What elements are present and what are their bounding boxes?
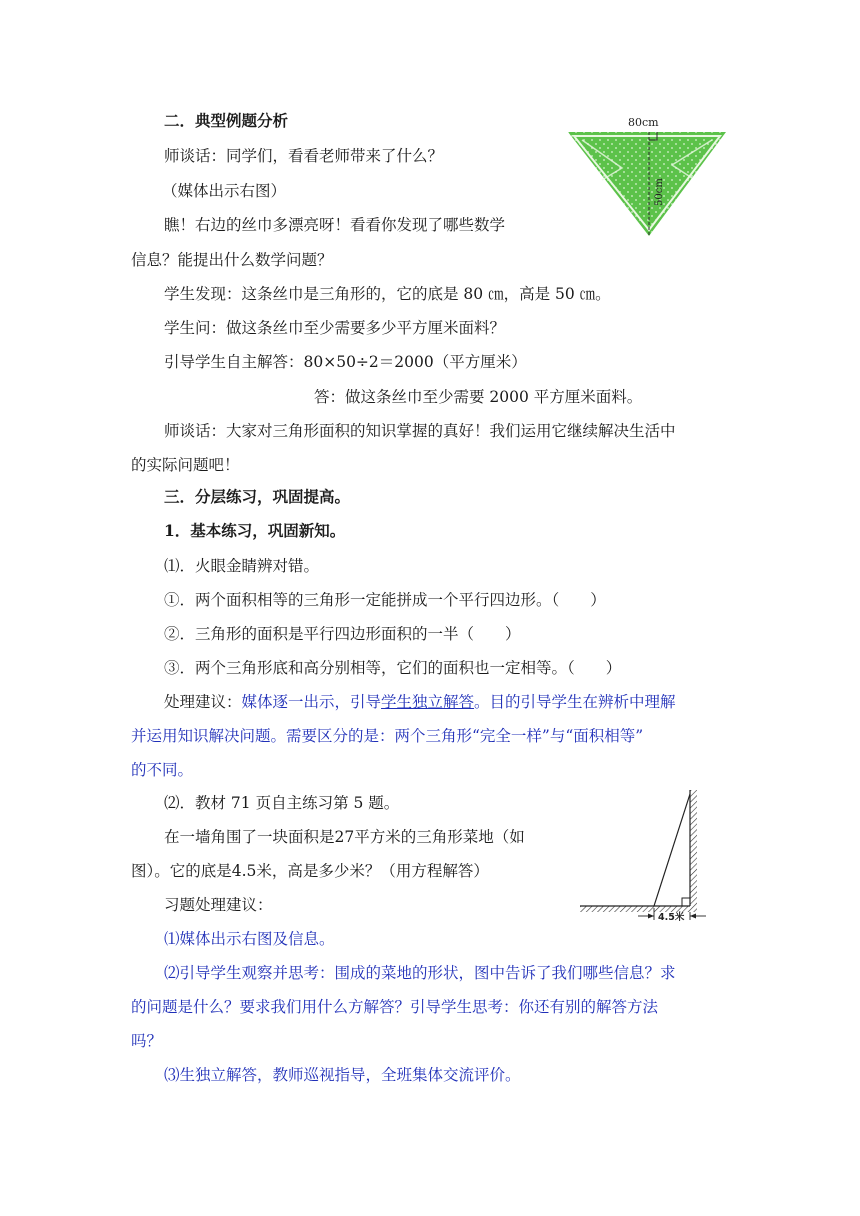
- basic-practice-heading: 1．基本练习，巩固新知。: [164, 521, 346, 540]
- question1-item1: ①．两个面积相等的三角形一定能拼成一个平行四边形。（ ）: [164, 591, 606, 609]
- advice2-title: 习题处理建议：: [164, 896, 273, 914]
- question1-item2: ②．三角形的面积是平行四边形面积的一半（ ）: [164, 625, 521, 643]
- teacher-talk-2-line2: 的实际问题吧！: [131, 456, 240, 474]
- wall-corner-figure: [576, 786, 726, 924]
- dimension-arrowhead: [690, 914, 696, 919]
- scarf-base-label: 80cm: [628, 116, 659, 129]
- wall-base-label: 4.5米: [658, 912, 685, 923]
- advice1-line3: 的不同。: [131, 761, 194, 779]
- media-note: （媒体出示右图）: [162, 182, 287, 200]
- guided-solution: 引导学生自主解答：80×50÷2＝2000（平方厘米）: [164, 353, 527, 371]
- student-finding: 学生发现：这条丝巾是三角形的，它的底是 80 ㎝，高是 50 ㎝。: [164, 285, 611, 303]
- advice2-item3: ⑶生独立解答，教师巡视指导，全班集体交流评价。: [164, 1066, 521, 1084]
- advice1-line1: [164, 692, 676, 712]
- advice2-item2-line2: 的问题是什么？要求我们用什么方解答？引导学生思考：你还有别的解答方法: [131, 998, 659, 1016]
- answer-line: 答：做这条丝巾至少需要 2000 平方厘米面料。: [314, 388, 643, 406]
- advice2-item1: ⑴媒体出示右图及信息。: [164, 930, 335, 948]
- scarf-triangle-figure: [562, 110, 732, 240]
- question1-title: ⑴．火眼金睛辨对错。: [164, 557, 320, 575]
- advice1-underlined: 学生独立解答: [381, 693, 475, 711]
- scarf-height-label: 50cm: [654, 178, 665, 206]
- vertical-wall: [690, 790, 697, 906]
- advice1-prefix: 处理建议：: [164, 693, 242, 711]
- advice1-line2: 并运用知识解决问题。需要区分的是：两个三角形“完全一样”与“面积相等”: [131, 727, 644, 745]
- teacher-talk-2-line1: 师谈话：大家对三角形面积的知识掌握的真好！我们运用它继续解决生活中: [164, 422, 676, 440]
- advice2-item2-line3: 吗？: [131, 1032, 163, 1050]
- advice1-text-a: 媒体逐一出示，引导: [241, 693, 382, 711]
- section2-heading: 二．典型例题分析: [164, 111, 289, 130]
- question2-title: ⑵．教材 71 页自主练习第 5 题。: [164, 794, 400, 812]
- right-angle-mark: [682, 898, 690, 906]
- triangle-hypotenuse: [654, 794, 690, 906]
- teacher-talk-1: 师谈话：同学们，看看老师带来了什么？: [164, 147, 444, 165]
- section3-heading: 三．分层练习，巩固提高。: [164, 487, 351, 506]
- advice2-item2-line1: ⑵引导学生观察并思考：围成的菜地的形状，图中告诉了我们哪些信息？求: [164, 964, 676, 982]
- question2-text-line1: 在一墙角围了一块面积是27平方米的三角形菜地（如: [164, 828, 525, 846]
- question1-item3: ③．两个三角形底和高分别相等，它们的面积也一定相等。（ ）: [164, 659, 622, 677]
- student-question: 学生问：做这条丝巾至少需要多少平方厘米面料？: [164, 319, 506, 337]
- question2-text-line2: 图）。它的底是4.5米，高是多少米？（用方程解答）: [131, 862, 489, 880]
- scarf-intro-line2: 信息？能提出什么数学问题？: [131, 251, 333, 269]
- advice1-text-b: 。目的引导学生在辨析中理解: [474, 693, 676, 711]
- scarf-intro-line1: 瞧！右边的丝巾多漂亮呀！看看你发现了哪些数学: [164, 216, 506, 234]
- dimension-arrowhead: [648, 914, 654, 919]
